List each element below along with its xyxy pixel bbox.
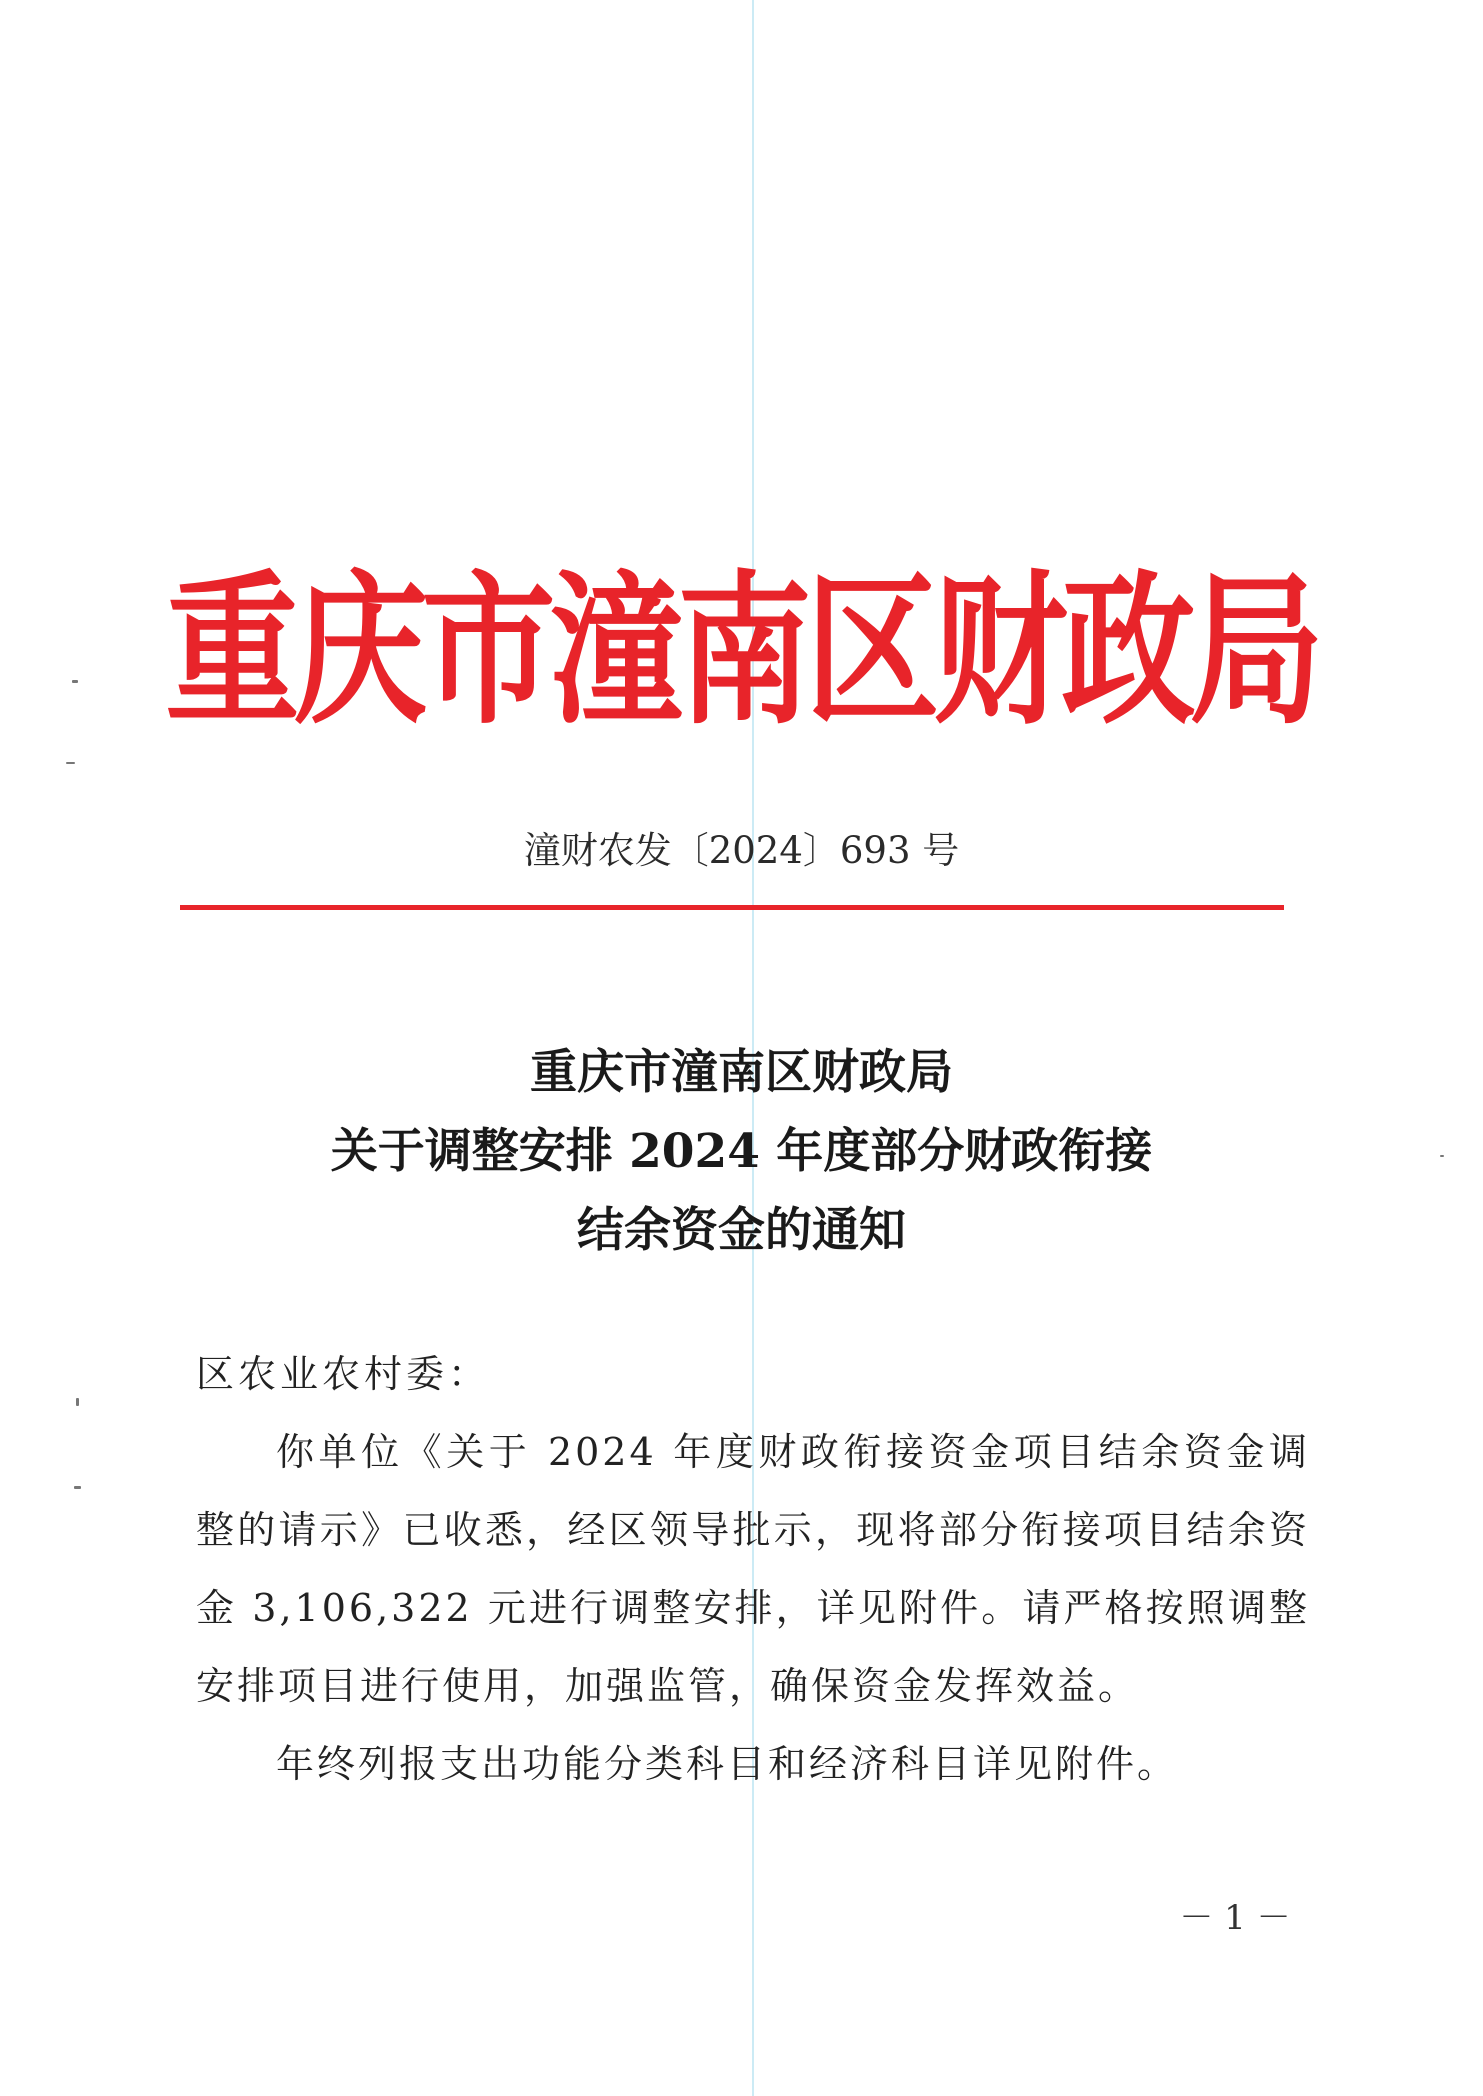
title-line: 关于调整安排 2024 年度部分财政衔接 (330, 1124, 1153, 1179)
letterhead-red-rule (180, 905, 1284, 910)
body-paragraph: 年终列报支出功能分类科目和经济科目详见附件。 (276, 1742, 1179, 1786)
salutation: 区农业农村委： (196, 1352, 491, 1396)
title-line: 结余资金的通知 (577, 1203, 906, 1258)
document-number: 潼财农发〔2024〕693 号 (523, 829, 960, 872)
scan-speck (76, 1398, 79, 1406)
scan-speck (74, 1486, 81, 1489)
document-title (0, 1033, 1483, 1270)
body-paragraph: 你单位《关于 2024 年度财政衔接资金项目结余资金调整的请示》已收悉，经区领导批示，现将部分衔接项目结余资金 3,106,322 元进行调整安排，详见附件。请严格按照调整安排项目进行使用，加强监管，确保资金发挥效益。 (196, 1430, 1310, 1708)
scan-speck (66, 762, 75, 764)
title-line: 重庆市潼南区财政局 (530, 1045, 953, 1100)
page-number: － 1 － (1179, 1898, 1291, 1938)
letterhead-org-name: 重庆市潼南区财政局 (165, 556, 1318, 747)
document-body (196, 1335, 1310, 1803)
